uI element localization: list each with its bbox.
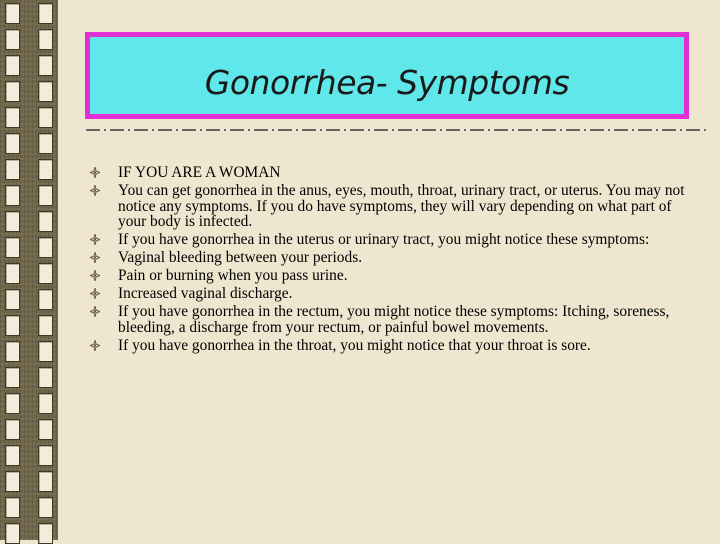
film-hole [38,237,53,258]
film-hole [38,3,53,24]
film-hole [5,367,20,388]
film-hole [5,185,20,206]
film-hole [5,315,20,336]
film-hole [38,81,53,102]
film-hole [38,315,53,336]
bullet-text: IF YOU ARE A WOMAN [118,164,281,181]
film-hole [38,367,53,388]
bullet-text: Pain or burning when you pass urine. [118,267,348,284]
bullet-text: You can get gonorrhea in the anus, eyes, mouth, throat, urinary tract, or uterus. You may not notice any symptoms. If you do have symptoms, they will vary depending on what part of your body is infected. [118,182,685,230]
film-hole [38,393,53,414]
bullet-list [90,165,700,356]
film-hole [5,523,20,544]
ornament-bullet-icon [90,234,100,245]
film-hole [5,471,20,492]
film-hole [5,159,20,180]
list-item [90,250,700,266]
list-item [90,304,700,335]
film-hole [38,471,53,492]
bullet-text: Vaginal bleeding between your periods. [118,249,363,266]
film-hole [5,419,20,440]
film-hole [5,3,20,24]
list-item [90,232,700,248]
ornament-bullet-icon [90,306,100,317]
film-hole [5,211,20,232]
film-hole [38,185,53,206]
list-item [90,286,700,302]
film-hole [38,159,53,180]
film-hole [5,393,20,414]
bullet-text: If you have gonorrhea in the throat, you might notice that your throat is sore. [118,336,591,354]
ornament-bullet-icon [90,185,100,196]
film-hole [5,341,20,362]
ornament-bullet-icon [90,167,100,178]
list-item [90,268,700,284]
film-hole [38,497,53,518]
film-hole [5,29,20,50]
list-item [90,183,700,230]
film-hole [5,289,20,310]
film-hole [38,419,53,440]
film-hole [38,263,53,284]
bullet-text: If you have gonorrhea in the uterus or urinary tract, you might notice these symptoms: [118,231,650,248]
film-hole [38,523,53,544]
film-hole [5,55,20,76]
title-divider [86,126,706,134]
film-hole [5,81,20,102]
film-hole [5,107,20,128]
film-hole [38,341,53,362]
film-hole [38,107,53,128]
film-hole [38,29,53,50]
ornament-bullet-icon [90,270,100,281]
ornament-bullet-icon [90,340,100,351]
film-hole [5,263,20,284]
film-hole [5,237,20,258]
title-box [85,32,689,119]
list-item [90,165,700,181]
film-hole [38,445,53,466]
film-hole [5,497,20,518]
list-item [90,338,700,354]
ornament-bullet-icon [90,288,100,299]
ornament-bullet-icon [90,252,100,263]
film-hole [38,55,53,76]
film-hole [5,445,20,466]
slide-title: Gonorrhea- Symptoms [204,63,570,102]
film-hole [5,133,20,154]
film-hole [38,211,53,232]
filmstrip-border [0,0,58,540]
bullet-text: If you have gonorrhea in the rectum, you might notice these symptoms: Itching, soreness, bleeding, a discharge from your rectum, or painful bowel movements. [118,303,670,336]
bullet-text: Increased vaginal discharge. [118,285,293,302]
film-hole [38,133,53,154]
film-hole [38,289,53,310]
